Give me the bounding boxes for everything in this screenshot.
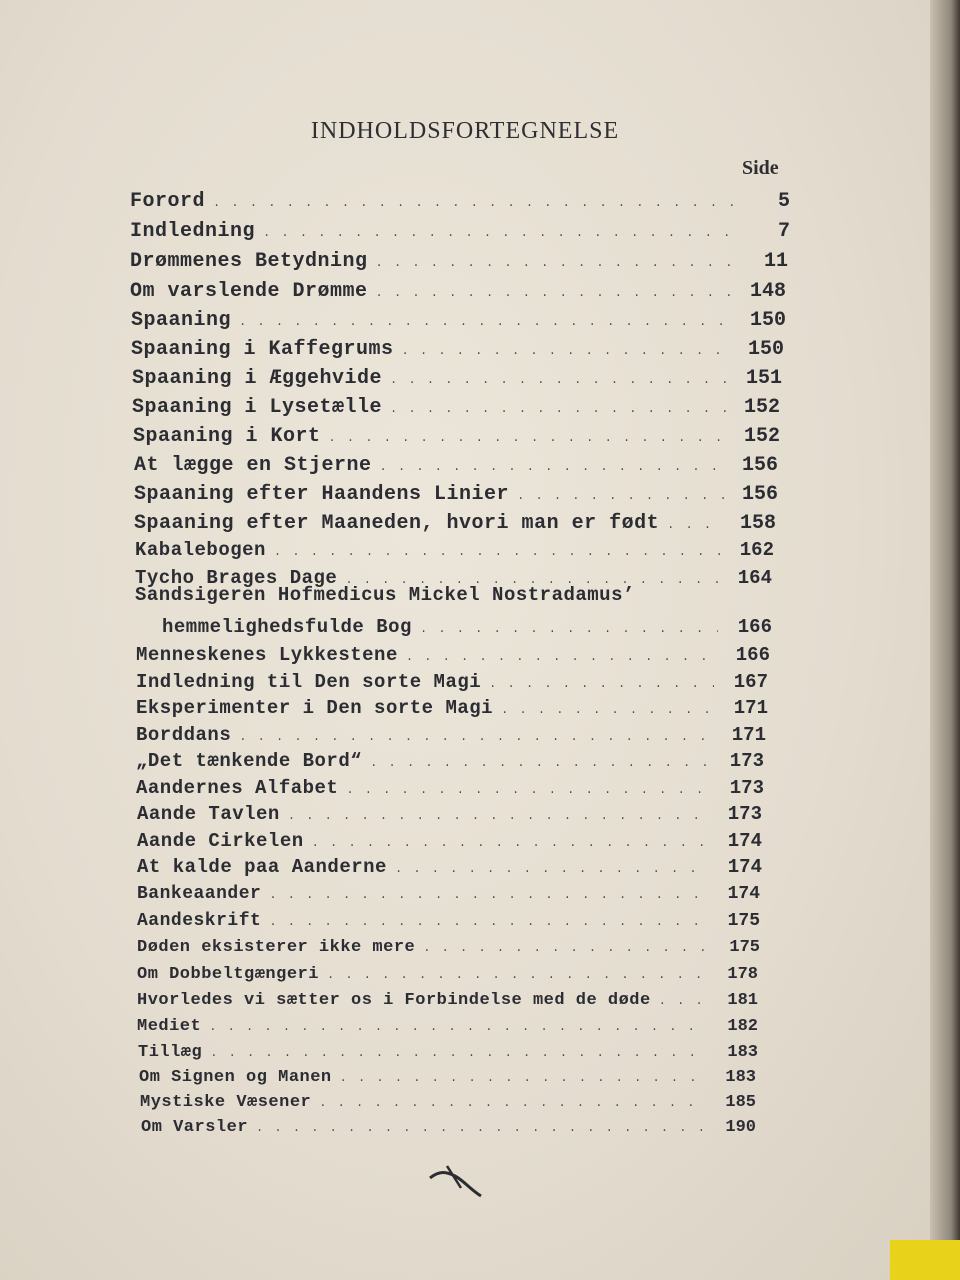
- toc-entry: [137, 830, 762, 852]
- toc-entry: [130, 190, 790, 213]
- toc-entry: [131, 309, 786, 332]
- toc-entry: [137, 911, 760, 931]
- toc-entry-title: Tycho Brages Dage: [135, 567, 338, 589]
- toc-dot-leader: [489, 677, 714, 691]
- toc-dot-leader: [380, 460, 724, 474]
- toc-entry-title: hemmelighedsfulde Bog: [162, 616, 412, 638]
- toc-entry-title: Forord: [130, 190, 206, 213]
- toc-dot-leader: [288, 809, 708, 823]
- toc-entry-page: 148: [749, 280, 786, 303]
- toc-entry-page: 156: [741, 483, 778, 506]
- toc-dot-leader: [395, 862, 708, 876]
- toc-entry-title: Kabalebogen: [135, 539, 266, 561]
- toc-entry-page: 171: [733, 697, 768, 719]
- toc-entry: [136, 671, 768, 693]
- toc-entry-title: At lægge en Stjerne: [134, 454, 372, 477]
- toc-entry: [135, 539, 774, 561]
- toc-dot-leader: [210, 1046, 704, 1060]
- toc-entry-title: Indledning: [130, 220, 256, 243]
- toc-entry: [136, 724, 766, 746]
- toc-dot-leader: [327, 968, 704, 982]
- toc-entry-title: Mystiske Væsener: [140, 1093, 312, 1112]
- toc-entry-title: Drømmenes Betydning: [130, 250, 368, 273]
- toc-entry-title: Spaaning i Kort: [133, 425, 321, 448]
- toc-entry-page: 174: [727, 856, 762, 878]
- toc-entry-page: 150: [749, 309, 786, 332]
- toc-entry-page: 185: [725, 1093, 756, 1112]
- toc-entry: [140, 1093, 756, 1112]
- toc-entry-page: 166: [735, 644, 770, 666]
- toc-entry-title: Spaaning efter Maaneden, hvori man er født: [134, 512, 660, 535]
- toc-entry-page: 183: [727, 1043, 758, 1062]
- toc-entry-title: Aande Tavlen: [137, 803, 280, 825]
- toc-entry: [162, 616, 772, 638]
- toc-entry-title: Tillæg: [138, 1043, 203, 1062]
- toc-entry-title: Aande Cirkelen: [137, 830, 304, 852]
- toc-entry-title: Eksperimenter i Den sorte Magi: [136, 697, 494, 719]
- toc-entry: [138, 1043, 758, 1062]
- toc-entry-page: 152: [743, 425, 780, 448]
- toc-entry: [136, 777, 764, 799]
- toc-dot-leader: [420, 622, 718, 636]
- toc-dot-leader: [269, 915, 706, 929]
- toc-dot-leader: [329, 431, 726, 445]
- toc-dot-leader: [406, 650, 716, 664]
- toc-entry-page: 5: [777, 190, 790, 213]
- toc-entry-page: 156: [741, 454, 778, 477]
- toc-entry: [134, 512, 776, 535]
- toc-entry-title: Hvorledes vi sætter os i Forbindelse med de døde: [137, 991, 651, 1010]
- toc-entry-page: 11: [763, 250, 788, 273]
- toc-entry-page: 190: [725, 1118, 756, 1137]
- toc-entry-page: 151: [745, 367, 782, 390]
- toc-dot-leader: [312, 836, 708, 850]
- toc-entry: [137, 803, 762, 825]
- toc-dot-leader: [209, 1020, 704, 1034]
- toc-dot-leader: [517, 489, 724, 503]
- toc-entry-title: „Det tænkende Bord“: [136, 750, 363, 772]
- toc-entry: [132, 396, 780, 419]
- toc-entry-page: 173: [727, 803, 762, 825]
- toc-entry-page: 174: [727, 884, 760, 904]
- toc-entry: [134, 454, 778, 477]
- toc-dot-leader: [239, 730, 712, 744]
- toc-entry-title: Spaaning i Æggehvide: [132, 367, 383, 390]
- toc-dot-leader: [423, 941, 706, 955]
- toc-entry-page: 181: [727, 991, 758, 1010]
- end-ornament-icon: [425, 1160, 485, 1200]
- toc-entry-title: Spaaning: [131, 309, 232, 332]
- toc-entry: [132, 367, 782, 390]
- toc-entry-page: 150: [747, 338, 784, 361]
- toc-entry-title: Døden eksisterer ikke mere: [137, 938, 416, 957]
- toc-entry: [135, 567, 772, 589]
- toc-entry: [137, 991, 758, 1010]
- toc-entry-page: 167: [733, 671, 768, 693]
- toc-entry-title: Indledning til Den sorte Magi: [136, 671, 482, 693]
- toc-dot-leader: [269, 888, 706, 902]
- toc-entry-title: Bankeaander: [137, 884, 262, 904]
- toc-entry-page: 164: [737, 567, 772, 589]
- toc-dot-leader: [376, 256, 734, 270]
- toc-dot-leader: [263, 226, 736, 240]
- toc-entry-title: Spaaning efter Haandens Linier: [134, 483, 510, 506]
- toc-entry: [133, 425, 780, 448]
- toc-entry-title: At kalde paa Aanderne: [137, 856, 387, 878]
- toc-entry-page: 162: [739, 539, 774, 561]
- toc-entry: [136, 750, 764, 772]
- toc-dot-leader: [274, 545, 720, 559]
- toc-entry-page: 166: [737, 616, 772, 638]
- page-title: INDHOLDSFORTEGNELSE: [310, 118, 620, 144]
- toc-entry: [130, 220, 790, 243]
- toc-entry-page: 178: [727, 965, 758, 984]
- toc-entry-title: Aandeskrift: [137, 911, 262, 931]
- toc-entry: [130, 250, 788, 273]
- toc-entry-page: 171: [731, 724, 766, 746]
- toc-entry: [136, 697, 768, 719]
- toc-entry-title: Borddans: [136, 724, 232, 746]
- toc-entry-page: 175: [729, 938, 760, 957]
- toc-dot-leader: [319, 1096, 702, 1110]
- toc-dot-leader: [340, 1071, 702, 1085]
- toc-dot-leader: [213, 196, 736, 210]
- toc-entry-page: 173: [729, 777, 764, 799]
- toc-dot-leader: [376, 286, 732, 300]
- toc-entry: [136, 644, 770, 666]
- toc-entry-title: Om Signen og Manen: [139, 1068, 332, 1087]
- toc-dot-leader: [256, 1121, 702, 1135]
- toc-entry-page: 152: [743, 396, 780, 419]
- toc-entry: [137, 856, 762, 878]
- toc-dot-leader: [370, 756, 710, 770]
- toc-entry-title: Mediet: [137, 1017, 202, 1036]
- toc-entry-title: Aandernes Alfabet: [136, 777, 339, 799]
- toc-dot-leader: [402, 344, 730, 358]
- background-edge: [890, 1240, 960, 1280]
- toc-entry-title: Menneskenes Lykkestene: [136, 644, 398, 666]
- toc-dot-leader: [239, 315, 732, 329]
- toc-entry: [137, 938, 760, 957]
- toc-dot-leader: [501, 703, 714, 717]
- toc-entry: [131, 338, 784, 361]
- toc-entry-page: 173: [729, 750, 764, 772]
- toc-entry-title: Om varslende Drømme: [130, 280, 368, 303]
- toc-entry: [139, 1068, 756, 1087]
- toc-dot-leader: [659, 994, 704, 1008]
- toc-entry: [137, 1017, 758, 1036]
- toc-entry-page: 158: [739, 512, 776, 535]
- toc-entry-nostradamus-line1: Sandsigeren Hofmedicus Mickel Nostradamus’: [135, 584, 635, 606]
- toc-entry-page: 175: [727, 911, 760, 931]
- toc-entry-page: 182: [727, 1017, 758, 1036]
- toc-entry-title: Om Dobbeltgængeri: [137, 965, 319, 984]
- page-column-label: Side: [742, 157, 779, 179]
- toc-entry: [141, 1118, 756, 1137]
- toc-entry: [137, 965, 758, 984]
- toc-entry-title: Om Varsler: [141, 1118, 249, 1137]
- book-spine-shadow: [930, 0, 960, 1280]
- toc-dot-leader: [667, 518, 722, 532]
- toc-entry-page: 7: [777, 220, 790, 243]
- toc-dot-leader: [345, 573, 718, 587]
- toc-dot-leader: [390, 373, 728, 387]
- toc-dot-leader: [390, 402, 726, 416]
- toc-entry: [134, 483, 778, 506]
- toc-entry-title: Spaaning i Lysetælle: [132, 396, 383, 419]
- toc-entry-page: 183: [725, 1068, 756, 1087]
- toc-entry: [130, 280, 786, 303]
- toc-entry: [137, 884, 760, 904]
- toc-entry-title: Spaaning i Kaffegrums: [131, 338, 394, 361]
- toc-dot-leader: [346, 783, 710, 797]
- toc-entry-page: 174: [727, 830, 762, 852]
